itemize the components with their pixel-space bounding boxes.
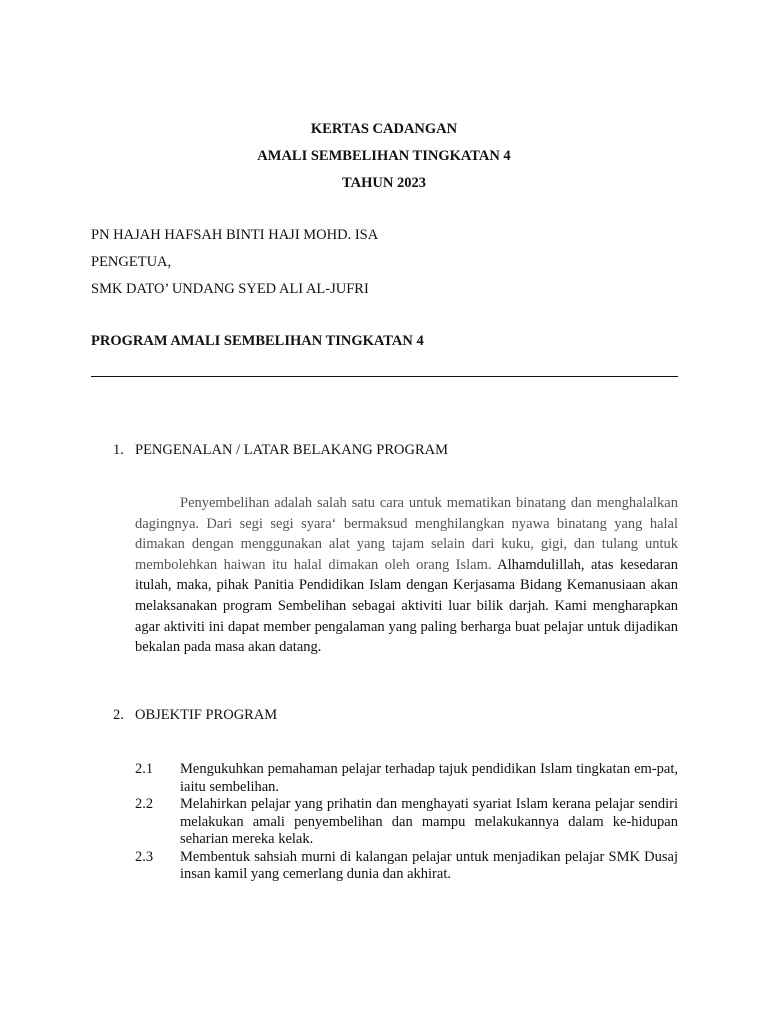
section-1-number: 1. — [113, 442, 124, 458]
subject-line: PROGRAM AMALI SEMBELIHAN TINGKATAN 4 — [91, 333, 424, 349]
recipient-position: PENGETUA, — [91, 254, 172, 270]
title-line-1: KERTAS CADANGAN — [310, 121, 458, 137]
objective-item — [135, 761, 678, 796]
document-title — [0, 116, 768, 197]
paragraph-part-1: Penyembelihan adalah salah satu cara untuk mematikan binatang dan menghalalkan dagingnya. Dari segi segi syara‘ bermaksud menghilangkan nyawa binatang yang halal dimakan dengan menggunakan alat yang tajam selain dari kuku, gigi, dan tulang untuk membolehkan haiwan itu halal dimakan oleh orang Islam. — [135, 495, 678, 573]
objective-number: 2.1 — [135, 761, 154, 777]
section-2-title: OBJEKTIF PROGRAM — [135, 707, 278, 723]
recipient-name: PN HAJAH HAFSAH BINTI HAJI MOHD. ISA — [91, 227, 379, 243]
objective-text: Membentuk sahsiah murni di kalangan pelajar untuk menjadikan pelajar SMK Dusaj insan kamil yang cemerlang dunia dan akhirat. — [180, 848, 678, 882]
paragraph-part-2: Alhamdulillah, atas kesedaran itulah, maka, pihak Panitia Pendidikan Islam dengan Kerjasama Bidang Kemanusiaan akan melaksanakan program Sembelihan sebagai aktiviti luar bilik darjah. Kami mengharapkan agar aktiviti ini dapat member pengalaman yang paling berharga buat pelajar untuk dijadikan bekalan pada masa akan datang. — [135, 556, 678, 656]
objective-number: 2.2 — [135, 796, 154, 812]
objective-number: 2.3 — [135, 848, 154, 865]
recipient-school: SMK DATO’ UNDANG SYED ALI AL-JUFRI — [91, 281, 369, 297]
section-2-heading — [113, 705, 277, 725]
title-line-2: AMALI SEMBELIHAN TINGKATAN 4 — [257, 148, 511, 164]
recipient-block — [91, 222, 378, 303]
objective-item — [135, 849, 678, 884]
section-2-number: 2. — [113, 707, 124, 723]
section-1-heading — [113, 440, 448, 460]
objective-text: Melahirkan pelajar yang prihatin dan menghayati syariat Islam kerana pelajar sendiri melakukan amali penyembelihan dan mampu melakukannya dalam ke-hidupan seharian mereka kelak. — [180, 796, 678, 847]
section-1-title: PENGENALAN / LATAR BELAKANG PROGRAM — [135, 442, 449, 458]
objective-item — [135, 796, 678, 849]
title-line-3: TAHUN 2023 — [342, 175, 426, 191]
objective-text: Mengukuhkan pemahaman pelajar terhadap tajuk pendidikan Islam tingkatan em-pat, iaitu sembelihan. — [180, 761, 678, 795]
section-1-paragraph — [135, 493, 678, 658]
horizontal-rule — [91, 376, 678, 377]
objectives-list — [135, 761, 678, 884]
